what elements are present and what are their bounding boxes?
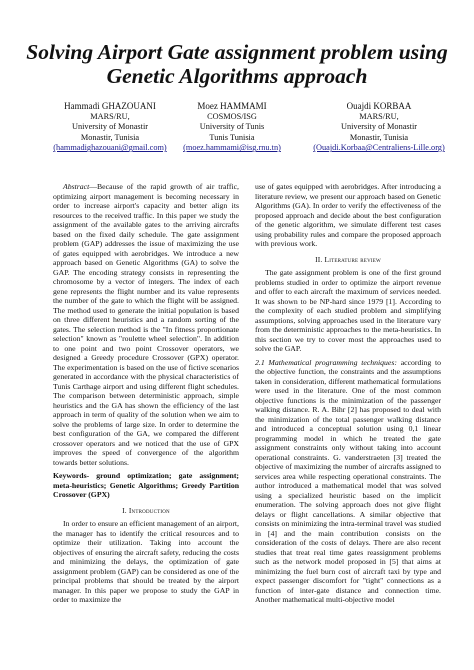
author-affiliation: University of Monastir: [340, 122, 418, 132]
author-email-link[interactable]: (hammadighazouani@gmail.com): [53, 143, 167, 153]
right-column: [255, 182, 441, 605]
section-heading: I. Introduction: [122, 505, 170, 515]
left-column: [53, 182, 239, 605]
author-affiliation: Monastir, Tunisia: [80, 132, 140, 142]
author-name: Hammadi GHAZOUANI: [64, 101, 156, 111]
author-affiliation: Monastir, Tunisia: [349, 132, 409, 142]
intro-continuation: use of gates equipped with aerobridges. After introducing a literature review, we present our approach based on Genetic Algorithms (GA). In order to verify the effectiveness of the proposed approach and decide about the best configuration of the genetic algorithm, we simulate different test cases using probability rules and compare the proposed approach with previous work.: [255, 182, 441, 248]
author-3: [304, 100, 454, 154]
section-heading: II. Literature review: [315, 254, 381, 264]
abstract: [53, 182, 239, 467]
intro-paragraph: In order to ensure an efficient management of an airport, the manager has to identify the critical resources and to optimize their utilization. Taking into account the objectives of ensuring the aircraft safety, reducing the costs and minimizing the delays, the optimization of gate assignment problem (GAP) can be considered as one of the principal problems that should be treated by the airport manager. In this paper we propose to study the GAP in order to maximize the: [53, 519, 239, 604]
abstract-label: Abstract: [63, 182, 90, 191]
author-name: Moez HAMMAMI: [197, 101, 267, 111]
author-2: [172, 100, 292, 154]
subsection-paragraph: [255, 358, 441, 605]
author-affiliation: COSMOS/ISG: [207, 112, 257, 121]
abstract-text: —Because of the rapid growth of air traffic, optimizing airport management is becoming necessary in order to increase airport's capacity and better align its resources to the received traffic. In this paper we study the assignment of the available gates to the arriving aircrafts based on the fixed daily schedule. The gate assignment problem (GAP) addresses the issue of maximizing the use of gates equipped with aerobridges. We introduce a new approach based on Genetic Algorithms (GA) to solve the GAP. The encoding strategy consists in representing the chromosome by a vector of integers. The index of each gene represents the flight number and its value represents the number of the gate to which the flight will be assigned. The method used to generate the initial population is based on three different heuristics and a random sorting of the gates. The selection method is the "In fitness proportionate selection" known as "roulette wheel selection". In addition to one point and two point Crossover operators, we designed a Greedy procedure Crossover (GPX) operator. The experimentation is based on the use of fictive scenarios generated in accordance with the physical characteristics of Tunis Carthage airport and using different flight schedules. The comparison between deterministic approach, simple heuristics and the GA has shown the efficiency of the last approach in term of quality of the solution when we aim to solve the problems of large size. In order to determine the best configuration of the GA, we compared the different crossover operators and we noticed that the use of GPX improves the speed of convergence of the algorithm towards better solutions.: [53, 182, 239, 467]
author-email-link[interactable]: (moez.hammami@isg.rnu.tn): [183, 143, 281, 153]
author-name: Ouajdi KORBAA: [346, 101, 412, 111]
paper-title: Solving Airport Gate assignment problem using Genetic Algorithms approach: [26, 40, 448, 88]
keywords: Keywords- ground optimization; gate assignment; meta-heuristics; Genetic Algorithms; Greedy Partition Crossover (GPX): [53, 471, 239, 499]
author-affiliation: MARS/RU,: [90, 112, 130, 121]
author-affiliation: Tunis Tunisia: [209, 132, 255, 142]
subsection-heading: 2.1 Mathematical programming techniques:: [255, 357, 397, 367]
author-affiliation: University of Monastir: [71, 122, 149, 132]
author-affiliation: University of Tunis: [199, 122, 265, 132]
author-1: [48, 100, 172, 154]
subsection-text: according to the objective function, the constraints and the assumptions taken in consideration, different mathematical formulations were used in the literature. One of the most common objective functions is the minimization of the passenger walking distance. R. A. Bihr [2] has proposed to deal with the minimization of the total passenger walking distance and introduced a conceptual solution using 0,1 linear programming model in which he treated the gate assignment constraints only without taking into account operational constraints. G. vanderstraeten [3] treated the objective of maximizing the number of aircrafts assigned to services area while respecting operational constraints. The author introduced a mathematical model that was solved using a specialized heuristic based on the implicit enumeration. The solving approach does not give flight delays or flight cancellations. A similar objective that consists on minimizing the intra-terminal travel was studied in [4] and the main contribution consists on the consideration of the costs of delays. There are also recent studies that treat real time gates reassignment problems such as the network model proposed in [5] that aims at minimizing the fuel burn cost of aircraft taxi by type and expect passenger discomfort for "tight" connections as a function of inter-gate distance and connection time. Another mathematical multi-objective model: [255, 357, 441, 604]
author-affiliation: MARS/RU,: [359, 112, 399, 121]
author-email-link[interactable]: (Ouajdi.Korbaa@Centraliens-Lille.org): [313, 143, 445, 153]
literature-paragraph: The gate assignment problem is one of the first ground problems studied in order to optimize the airport revenue and offer to each aircraft the maximum of services needed. It was shown to be NP-hard since 1979 [1]. According to the complexity of each studied problem and simplifying assumptions, solving approaches used in the literature vary from the deterministic approaches to the meta-heuristics. In this section we try to cover most the approaches used to solve the GAP.: [255, 268, 441, 353]
